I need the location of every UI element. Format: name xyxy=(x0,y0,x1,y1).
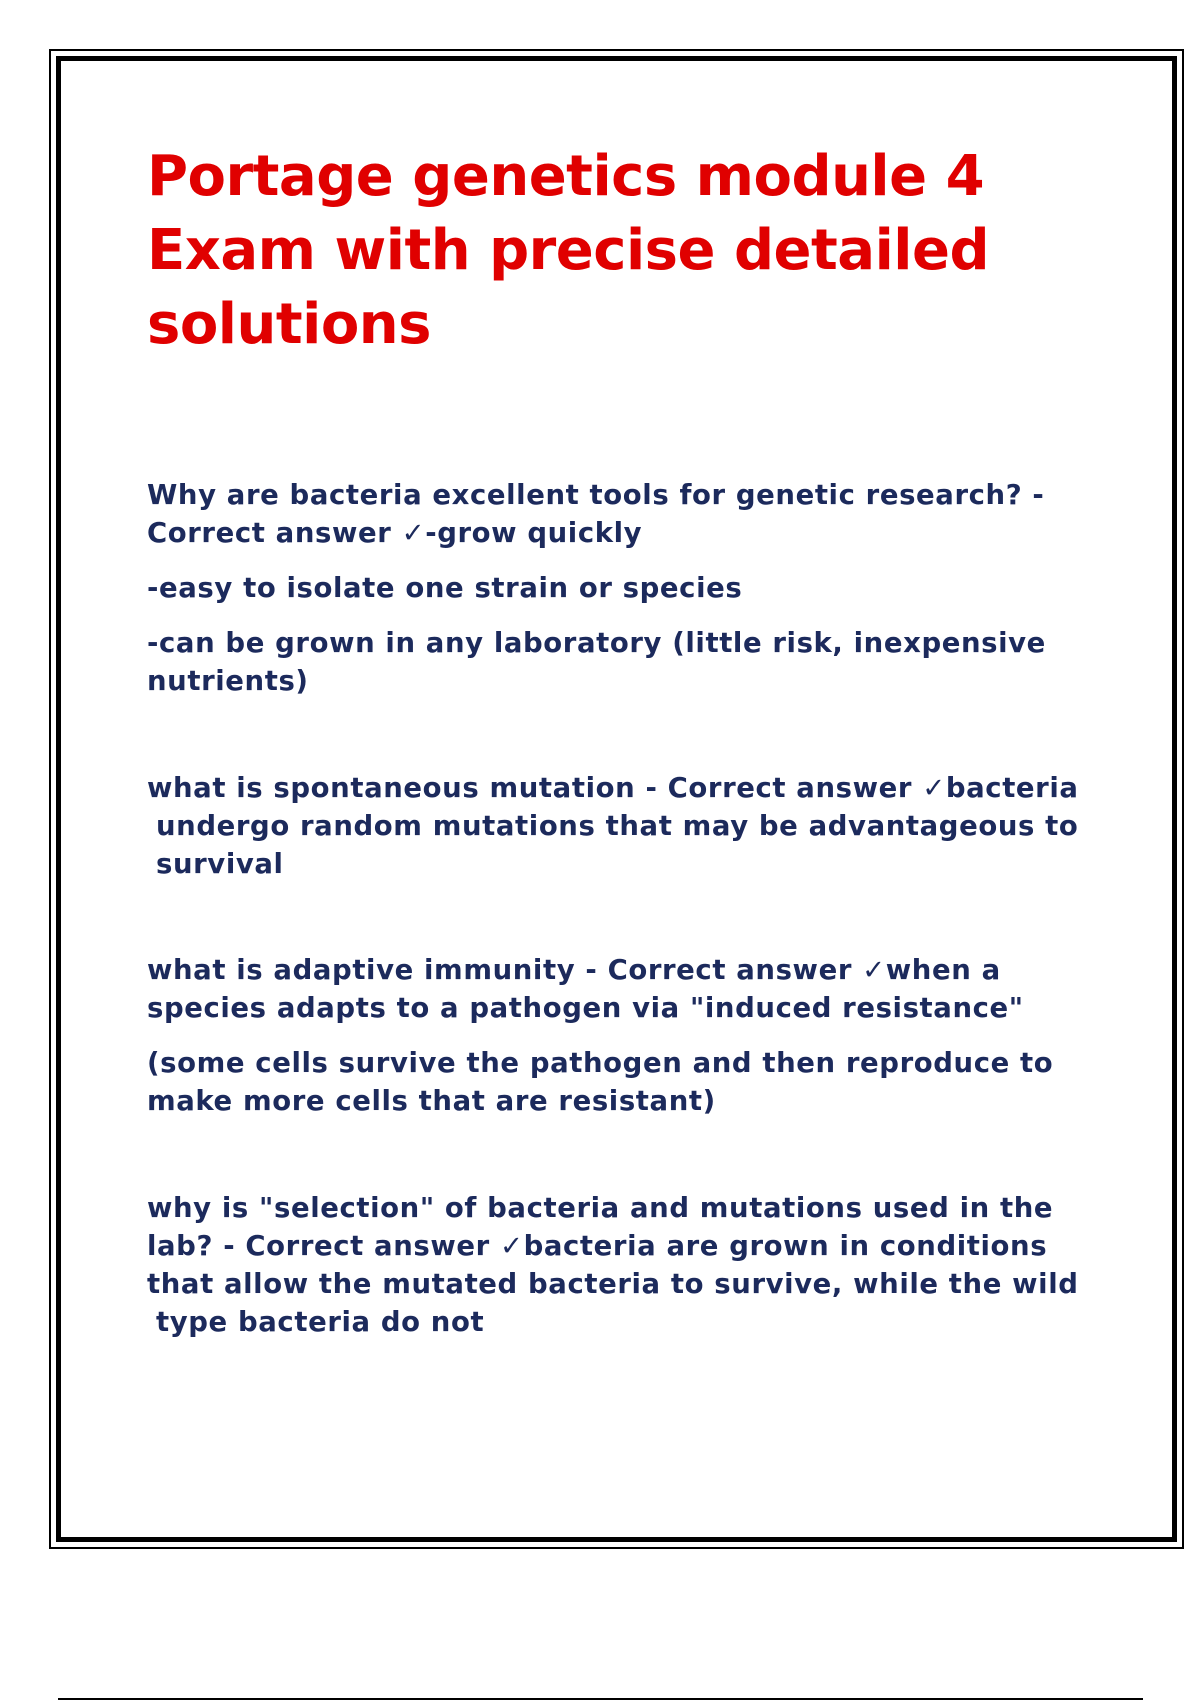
qa-paragraph xyxy=(147,951,1097,1027)
answer-line: undergo random mutations that may be advantageous to xyxy=(156,810,1079,842)
question-line: what is spontaneous mutation - Correct answer ✓bacteria xyxy=(147,772,1079,804)
qa-item-adaptive-immunity xyxy=(147,951,1097,1120)
answer-line: species adapts to a pathogen via "induced resistance" xyxy=(147,992,1024,1024)
title-line: Portage genetics module 4 xyxy=(147,144,985,209)
qa-item-bacteria-tools xyxy=(147,476,1097,700)
qa-paragraph xyxy=(147,476,1097,552)
question-line: lab? - Correct answer ✓bacteria are grown in conditions xyxy=(147,1230,1048,1262)
qa-item-selection xyxy=(147,1189,1097,1341)
answer-line: (some cells survive the pathogen and then reproduce to xyxy=(147,1047,1054,1079)
answer-line: type bacteria do not xyxy=(156,1306,485,1338)
answer-line: survival xyxy=(156,848,284,880)
answer-line: nutrients) xyxy=(147,665,309,697)
qa-paragraph xyxy=(147,1189,1097,1341)
qa-paragraph xyxy=(147,569,1097,607)
question-line: what is adaptive immunity - Correct answer ✓when a xyxy=(147,954,1001,986)
answer-line: -can be grown in any laboratory (little risk, inexpensive xyxy=(147,627,1046,659)
question-line: Why are bacteria excellent tools for genetic research? - xyxy=(147,479,1045,511)
document-title xyxy=(147,140,1047,362)
qa-item-spontaneous-mutation xyxy=(147,769,1097,883)
qa-paragraph xyxy=(147,1044,1097,1120)
qa-paragraph xyxy=(147,624,1097,700)
answer-line: make more cells that are resistant) xyxy=(147,1085,716,1117)
answer-line: -easy to isolate one strain or species xyxy=(147,572,743,604)
title-line: Exam with precise detailed xyxy=(147,218,990,283)
qa-paragraph xyxy=(147,769,1097,883)
question-line: why is "selection" of bacteria and mutations used in the xyxy=(147,1192,1054,1224)
answer-line: that allow the mutated bacteria to survive, while the wild xyxy=(147,1268,1079,1300)
title-line: solutions xyxy=(147,292,432,357)
answer-line: Correct answer ✓-grow quickly xyxy=(147,517,643,549)
